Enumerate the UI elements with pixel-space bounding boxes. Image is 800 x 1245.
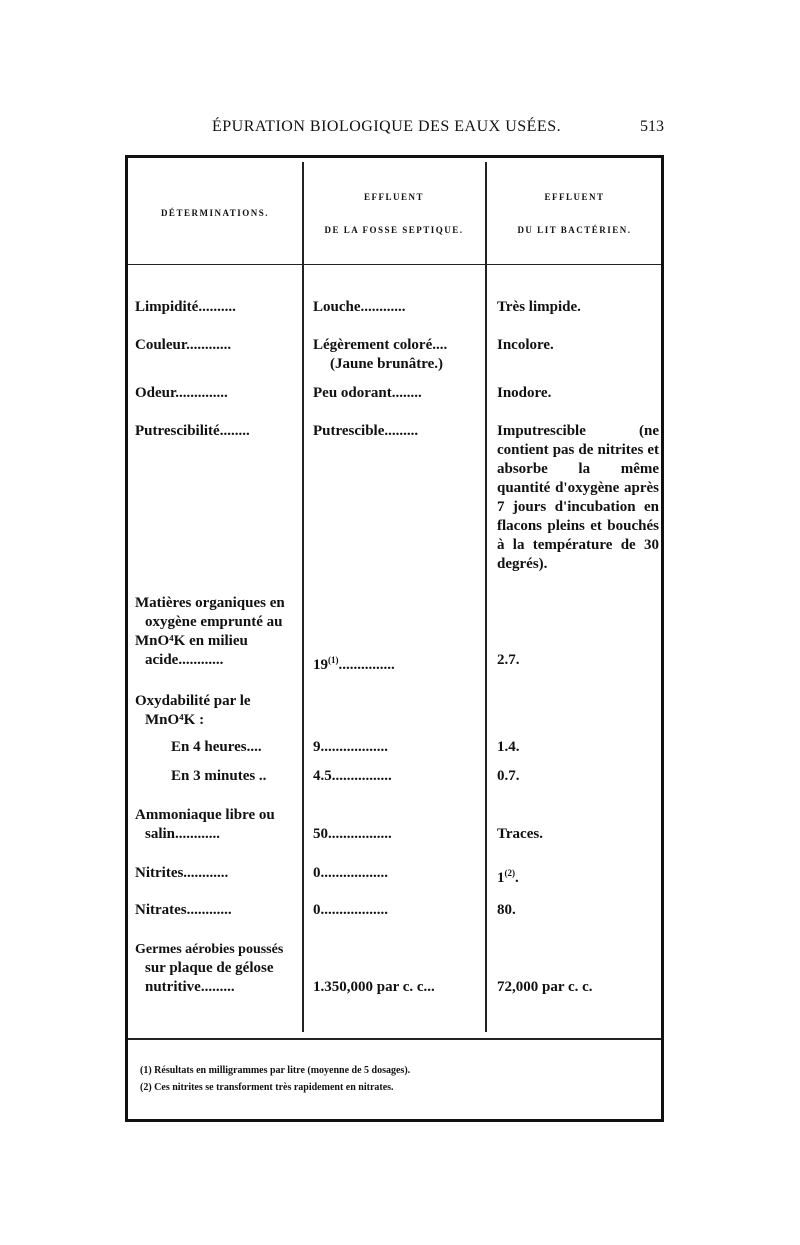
row-label-matieres-4: acide............ bbox=[145, 652, 224, 668]
row-label-putrescibilite: Putrescibilité........ bbox=[135, 423, 250, 439]
footer-rule bbox=[128, 1038, 661, 1040]
row-label-ammoniaque-1: Ammoniaque libre ou bbox=[135, 807, 275, 823]
cell-bacterial-ammoniaque: Traces. bbox=[497, 826, 543, 842]
column-divider-1 bbox=[302, 162, 304, 1032]
row-label-oxydabilite-2: MnO⁴K : bbox=[145, 712, 205, 728]
leader-dots: ............... bbox=[338, 657, 395, 673]
page-number: 513 bbox=[640, 118, 664, 135]
value-nitrites-bacterial: 1 bbox=[497, 870, 505, 886]
row-label-nitrites: Nitrites............ bbox=[135, 865, 229, 881]
cell-septic-matieres bbox=[313, 651, 483, 675]
cell-septic-odeur: Peu odorant........ bbox=[313, 385, 422, 401]
row-label-4-heures: En 4 heures.... bbox=[171, 739, 262, 755]
column-header-determinations: DÉTERMINATIONS. bbox=[160, 208, 270, 218]
row-label-matieres-2: oxygène emprunté au bbox=[145, 614, 283, 630]
cell-septic-nitrates: 0.................. bbox=[313, 902, 388, 918]
column-divider-2 bbox=[485, 162, 487, 1032]
running-title: ÉPURATION BIOLOGIQUE DES EAUX USÉES. bbox=[212, 118, 562, 135]
page-header bbox=[0, 118, 800, 140]
row-label-matieres-3: MnO⁴K en milieu bbox=[135, 633, 248, 649]
row-label-limpidite: Limpidité.......... bbox=[135, 299, 236, 315]
cell-bacterial-putrescibilite: Imputrescible (ne contient pas de nitrites et absorbe la même quantité d'oxygène après 7 jours d'incubation en flacons pleins et bouchés à la température de 30 degrés). bbox=[497, 423, 659, 572]
value-nitrites-period: . bbox=[515, 870, 519, 886]
cell-bacterial-germes: 72,000 par c. c. bbox=[497, 979, 593, 995]
cell-bacterial-limpidite: Très limpide. bbox=[497, 299, 581, 315]
cell-septic-limpidite: Louche............ bbox=[313, 299, 406, 315]
row-label-oxydabilite-1: Oxydabilité par le bbox=[135, 693, 251, 709]
cell-septic-nitrites: 0.................. bbox=[313, 865, 388, 881]
cell-bacterial-3-minutes: 0.7. bbox=[497, 768, 520, 784]
cell-bacterial-odeur: Inodore. bbox=[497, 385, 552, 401]
row-label-matieres-1: Matières organiques en bbox=[135, 595, 285, 611]
cell-septic-putrescibilite: Putrescible......... bbox=[313, 423, 419, 439]
cell-bacterial-matieres: 2.7. bbox=[497, 652, 520, 668]
header-rule bbox=[128, 264, 661, 265]
footnotes bbox=[140, 1062, 410, 1096]
cell-bacterial-4-heures: 1.4. bbox=[497, 739, 520, 755]
column-header-septic-line1: EFFLUENT bbox=[363, 192, 424, 202]
cell-bacterial-nitrates: 80. bbox=[497, 902, 516, 918]
row-label-germes-2: sur plaque de gélose bbox=[145, 960, 274, 976]
value-matieres-septic: 19 bbox=[313, 657, 328, 673]
row-label-odeur: Odeur.............. bbox=[135, 385, 228, 401]
cell-septic-germes: 1.350,000 par c. c... bbox=[313, 979, 435, 995]
footnote-2: (2) Ces nitrites se transforment très rapidement en nitrates. bbox=[140, 1082, 394, 1093]
footnote-ref-1: (1) bbox=[328, 655, 339, 665]
row-label-ammoniaque-2: salin............ bbox=[145, 826, 221, 842]
cell-bacterial-couleur: Incolore. bbox=[497, 337, 554, 353]
cell-septic-ammoniaque: 50................. bbox=[313, 826, 392, 842]
cell-septic-3-minutes: 4.5................ bbox=[313, 768, 392, 784]
cell-septic-couleur: Légèrement coloré.... bbox=[313, 337, 448, 353]
row-label-germes-3: nutritive......... bbox=[145, 979, 235, 995]
footnote-ref-2: (2) bbox=[504, 868, 515, 878]
column-header-bacterial-line2: DU LIT BACTÉRIEN. bbox=[517, 225, 632, 235]
column-header-bacterial-line1: EFFLUENT bbox=[544, 192, 605, 202]
footnote-1: (1) Résultats en milligrammes par litre (moyenne de 5 dosages). bbox=[140, 1065, 411, 1076]
cell-septic-4-heures: 9.................. bbox=[313, 739, 388, 755]
row-label-germes-1: Germes aérobies poussés bbox=[135, 942, 284, 957]
row-label-couleur: Couleur............ bbox=[135, 337, 232, 353]
cell-bacterial-nitrites bbox=[497, 864, 662, 888]
column-header-septic-line2: DE LA FOSSE SEPTIQUE. bbox=[324, 225, 464, 235]
row-label-3-minutes: En 3 minutes .. bbox=[171, 768, 267, 784]
row-label-nitrates: Nitrates............ bbox=[135, 902, 232, 918]
cell-septic-couleur-note: (Jaune brunâtre.) bbox=[330, 356, 444, 372]
